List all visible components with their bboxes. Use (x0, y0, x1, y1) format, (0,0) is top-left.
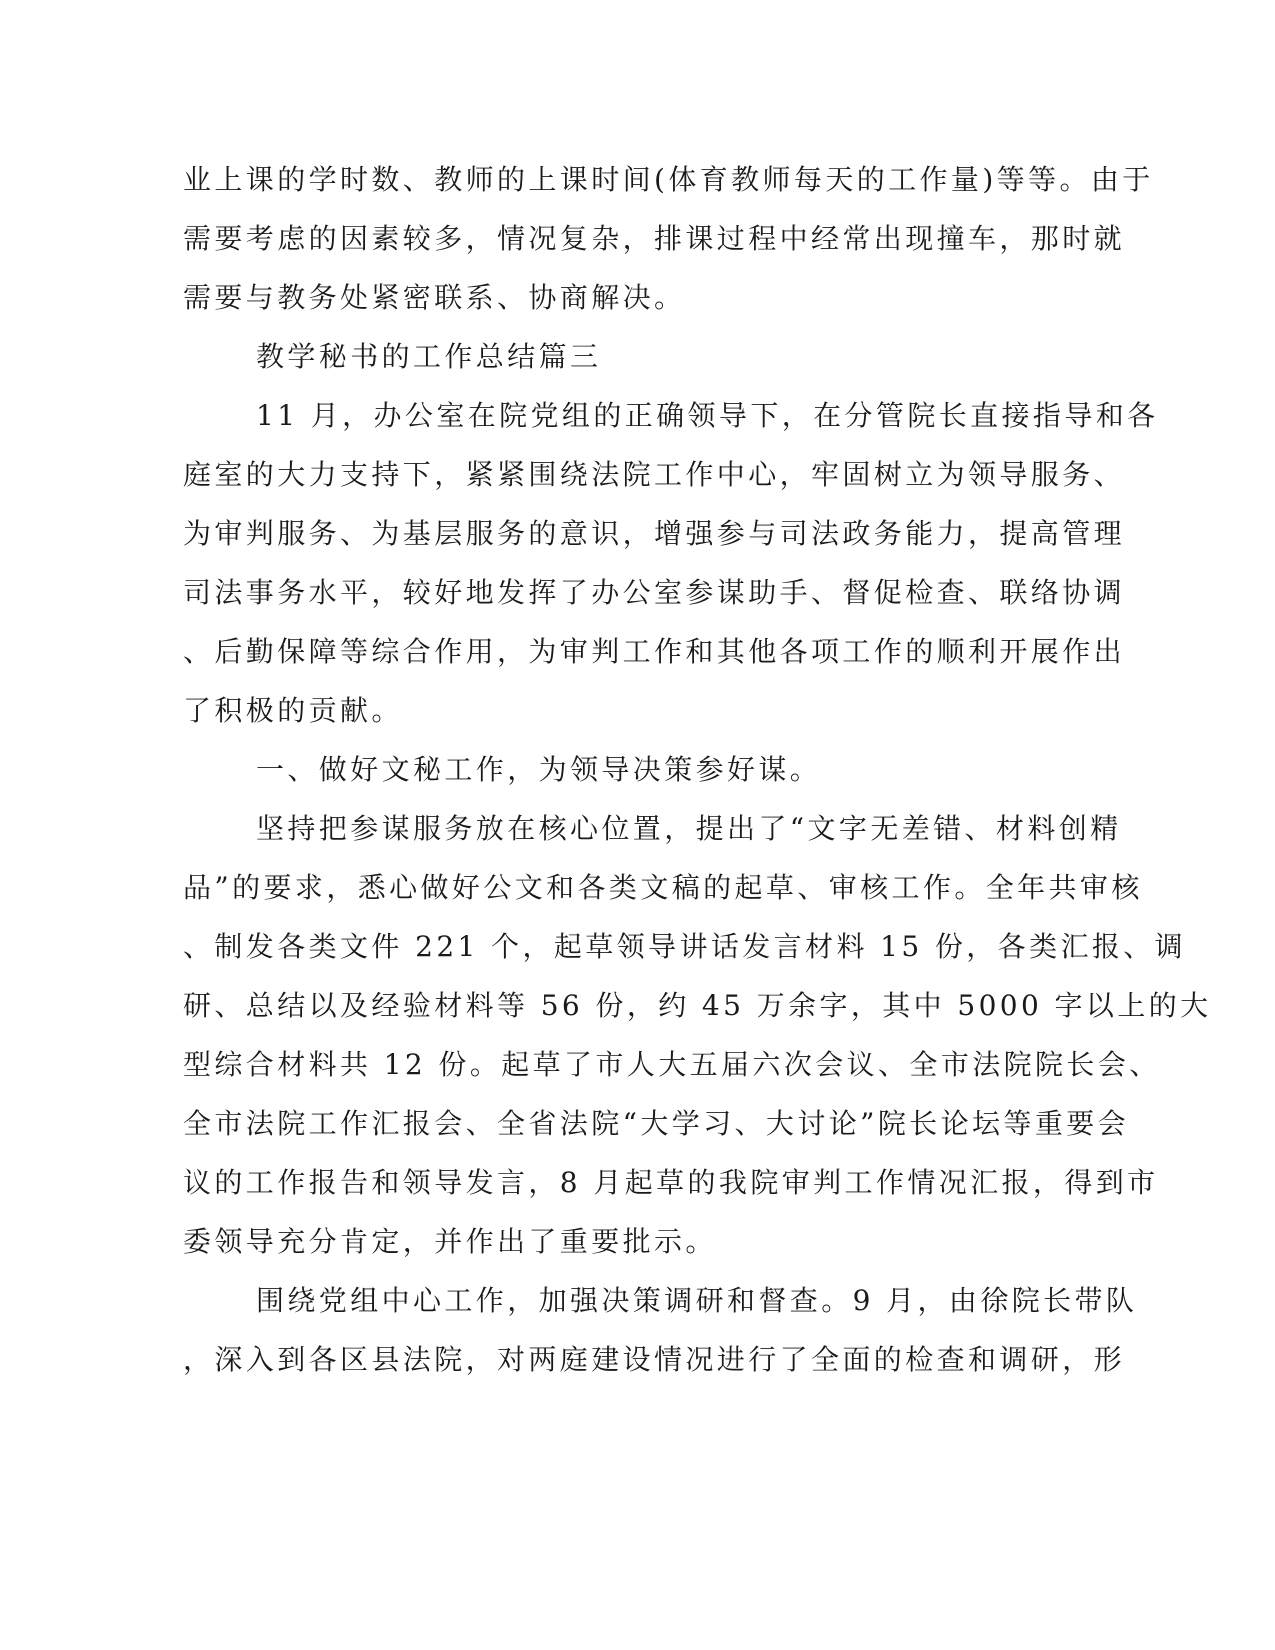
body-text-line: 业上课的学时数、教师的上课时间(体育教师每天的工作量)等等。由于 (183, 163, 1154, 196)
body-text-line: 、后勤保障等综合作用，为审判工作和其他各项工作的顺利开展作出 (183, 635, 1126, 668)
body-text-line: 围绕党组中心工作，加强决策调研和督查。9 月，由徐院长带队 (256, 1284, 1138, 1317)
body-text-line: 坚持把参谋服务放在核心位置，提出了“文字无差错、材料创精 (256, 812, 1122, 845)
body-text-line: 庭室的大力支持下，紧紧围绕法院工作中心，牢固树立为领导服务、 (183, 458, 1126, 491)
body-text-line: ，深入到各区县法院，对两庭建设情况进行了全面的检查和调研，形 (183, 1343, 1126, 1376)
body-text-line: 型综合材料共 12 份。起草了市人大五届六次会议、全市法院院长会、 (183, 1048, 1161, 1081)
body-text-line: 全市法院工作汇报会、全省法院“大学习、大讨论”院长论坛等重要会 (183, 1107, 1130, 1140)
body-text-line: 了积极的贡献。 (183, 694, 403, 727)
section-heading: 教学秘书的工作总结篇三 (256, 340, 602, 373)
body-text-line: 品”的要求，悉心做好公文和各类文稿的起草、审核工作。全年共审核 (183, 871, 1143, 904)
body-text-line: 委领导充分肯定，并作出了重要批示。 (183, 1225, 717, 1258)
body-text-line: 、制发各类文件 221 个，起草领导讲话发言材料 15 份，各类汇报、调 (183, 930, 1187, 963)
body-text-line: 为审判服务、为基层服务的意识，增强参与司法政务能力，提高管理 (183, 517, 1126, 550)
body-text-line: 司法事务水平，较好地发挥了办公室参谋助手、督促检查、联络协调 (183, 576, 1126, 609)
body-text-line: 需要与教务处紧密联系、协商解决。 (183, 281, 686, 314)
body-text-line: 议的工作报告和领导发言，8 月起草的我院审判工作情况汇报，得到市 (183, 1166, 1159, 1199)
subsection-heading: 一、做好文秘工作，为领导决策参好谋。 (256, 753, 822, 786)
body-text-line: 研、总结以及经验材料等 56 份，约 45 万余字，其中 5000 字以上的大 (183, 989, 1212, 1022)
body-text-line: 11 月，办公室在院党组的正确领导下，在分管院长直接指导和各 (256, 399, 1159, 432)
body-text-line: 需要考虑的因素较多，情况复杂，排课过程中经常出现撞车，那时就 (183, 222, 1126, 255)
